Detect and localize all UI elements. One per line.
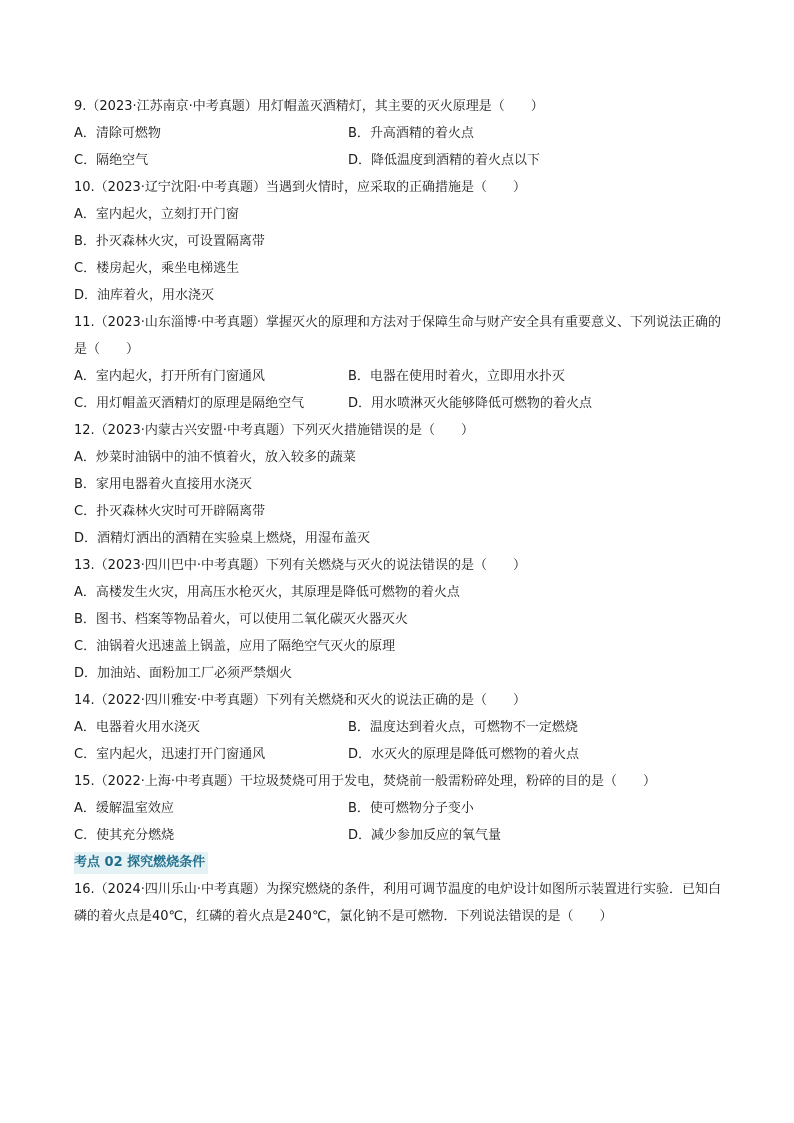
option-a: A．室内起火，打开所有门窗通风 — [74, 369, 265, 384]
option-d: D．降低温度到酒精的着火点以下 — [348, 153, 541, 168]
question-list — [74, 93, 734, 930]
option-a: A．炒菜时油锅中的油不慎着火，放入较多的蔬菜 — [74, 450, 356, 465]
option-b: B．升高酒精的着火点 — [348, 126, 474, 141]
option-a: A．高楼发生火灾，用高压水枪灭火，其原理是降低可燃物的着火点 — [74, 585, 460, 600]
option-c: C．隔绝空气 — [74, 153, 149, 168]
options-row — [74, 795, 734, 822]
section-heading-row — [74, 849, 734, 876]
option-c: C．扑灭森林火灾时可开辟隔离带 — [74, 504, 266, 519]
options-row — [74, 822, 734, 849]
option-d: D．减少参加反应的氧气量 — [348, 828, 502, 843]
option-d: D．水灭火的原理是降低可燃物的着火点 — [348, 747, 580, 762]
option-b: B．家用电器着火直接用水浇灭 — [74, 477, 252, 492]
options-row — [74, 147, 734, 174]
question-stem: 16.（2024·四川乐山·中考真题）为探究燃烧的条件，利用可调节温度的电炉设计如图所示装置进行实验．已知白磷的着火点是40℃，红磷的着火点是240℃，氯化钠不是可燃物．下列说法错误的是（ ） — [74, 882, 722, 924]
question-stem: 14.（2022·四川雅安·中考真题）下列有关燃烧和灭火的说法正确的是（ ） — [74, 693, 527, 708]
option-c: C．用灯帽盖灭酒精灯的原理是隔绝空气 — [74, 396, 305, 411]
options-row — [74, 363, 734, 390]
section-heading: 考点 02 探究燃烧条件 — [74, 852, 208, 874]
option-b: B．使可燃物分子变小 — [348, 801, 474, 816]
option-b: B．电器在使用时着火，立即用水扑灭 — [348, 369, 565, 384]
option-b: B．扑灭森林火灾，可设置隔离带 — [74, 234, 265, 249]
option-c: C．室内起火，迅速打开门窗通风 — [74, 747, 266, 762]
option-d: D．加油站、面粉加工厂必须严禁烟火 — [74, 666, 293, 681]
option-a: A．清除可燃物 — [74, 126, 161, 141]
question-stem: 9.（2023·江苏南京·中考真题）用灯帽盖灭酒精灯，其主要的灭火原理是（ ） — [74, 99, 544, 114]
question-stem: 15.（2022·上海·中考真题）干垃圾焚烧可用于发电，焚烧前一般需粉碎处理，粉碎的目的是（ ） — [74, 774, 657, 789]
options-row — [74, 390, 734, 417]
option-a: A．室内起火，立刻打开门窗 — [74, 207, 239, 222]
option-c: C．油锅着火迅速盖上锅盖，应用了隔绝空气灭火的原理 — [74, 639, 396, 654]
option-c: C．使其充分燃烧 — [74, 828, 175, 843]
option-b: B．图书、档案等物品着火，可以使用二氧化碳灭火器灭火 — [74, 612, 408, 627]
question-stem: 12.（2023·内蒙古兴安盟·中考真题）下列灭火措施错误的是（ ） — [74, 423, 475, 438]
option-d: D．油库着火，用水浇灭 — [74, 288, 215, 303]
option-d: D．用水喷淋灭火能够降低可燃物的着火点 — [348, 396, 593, 411]
options-row — [74, 714, 734, 741]
question-stem: 13.（2023·四川巴中·中考真题）下列有关燃烧与灭火的说法错误的是（ ） — [74, 558, 527, 573]
question-stem: 10.（2023·辽宁沈阳·中考真题）当遇到火情时，应采取的正确措施是（ ） — [74, 180, 527, 195]
option-b: B．温度达到着火点，可燃物不一定燃烧 — [348, 720, 578, 735]
options-row — [74, 741, 734, 768]
option-a: A．电器着火用水浇灭 — [74, 720, 200, 735]
question-stem: 11.（2023·山东淄博·中考真题）掌握灭火的原理和方法对于保障生命与财产安全具有重要意义、下列说法正确的是（ ） — [74, 315, 722, 357]
option-c: C．楼房起火，乘坐电梯逃生 — [74, 261, 240, 276]
option-a: A．缓解温室效应 — [74, 801, 174, 816]
options-row — [74, 120, 734, 147]
option-d: D．酒精灯洒出的酒精在实验桌上燃烧，用湿布盖灭 — [74, 531, 371, 546]
